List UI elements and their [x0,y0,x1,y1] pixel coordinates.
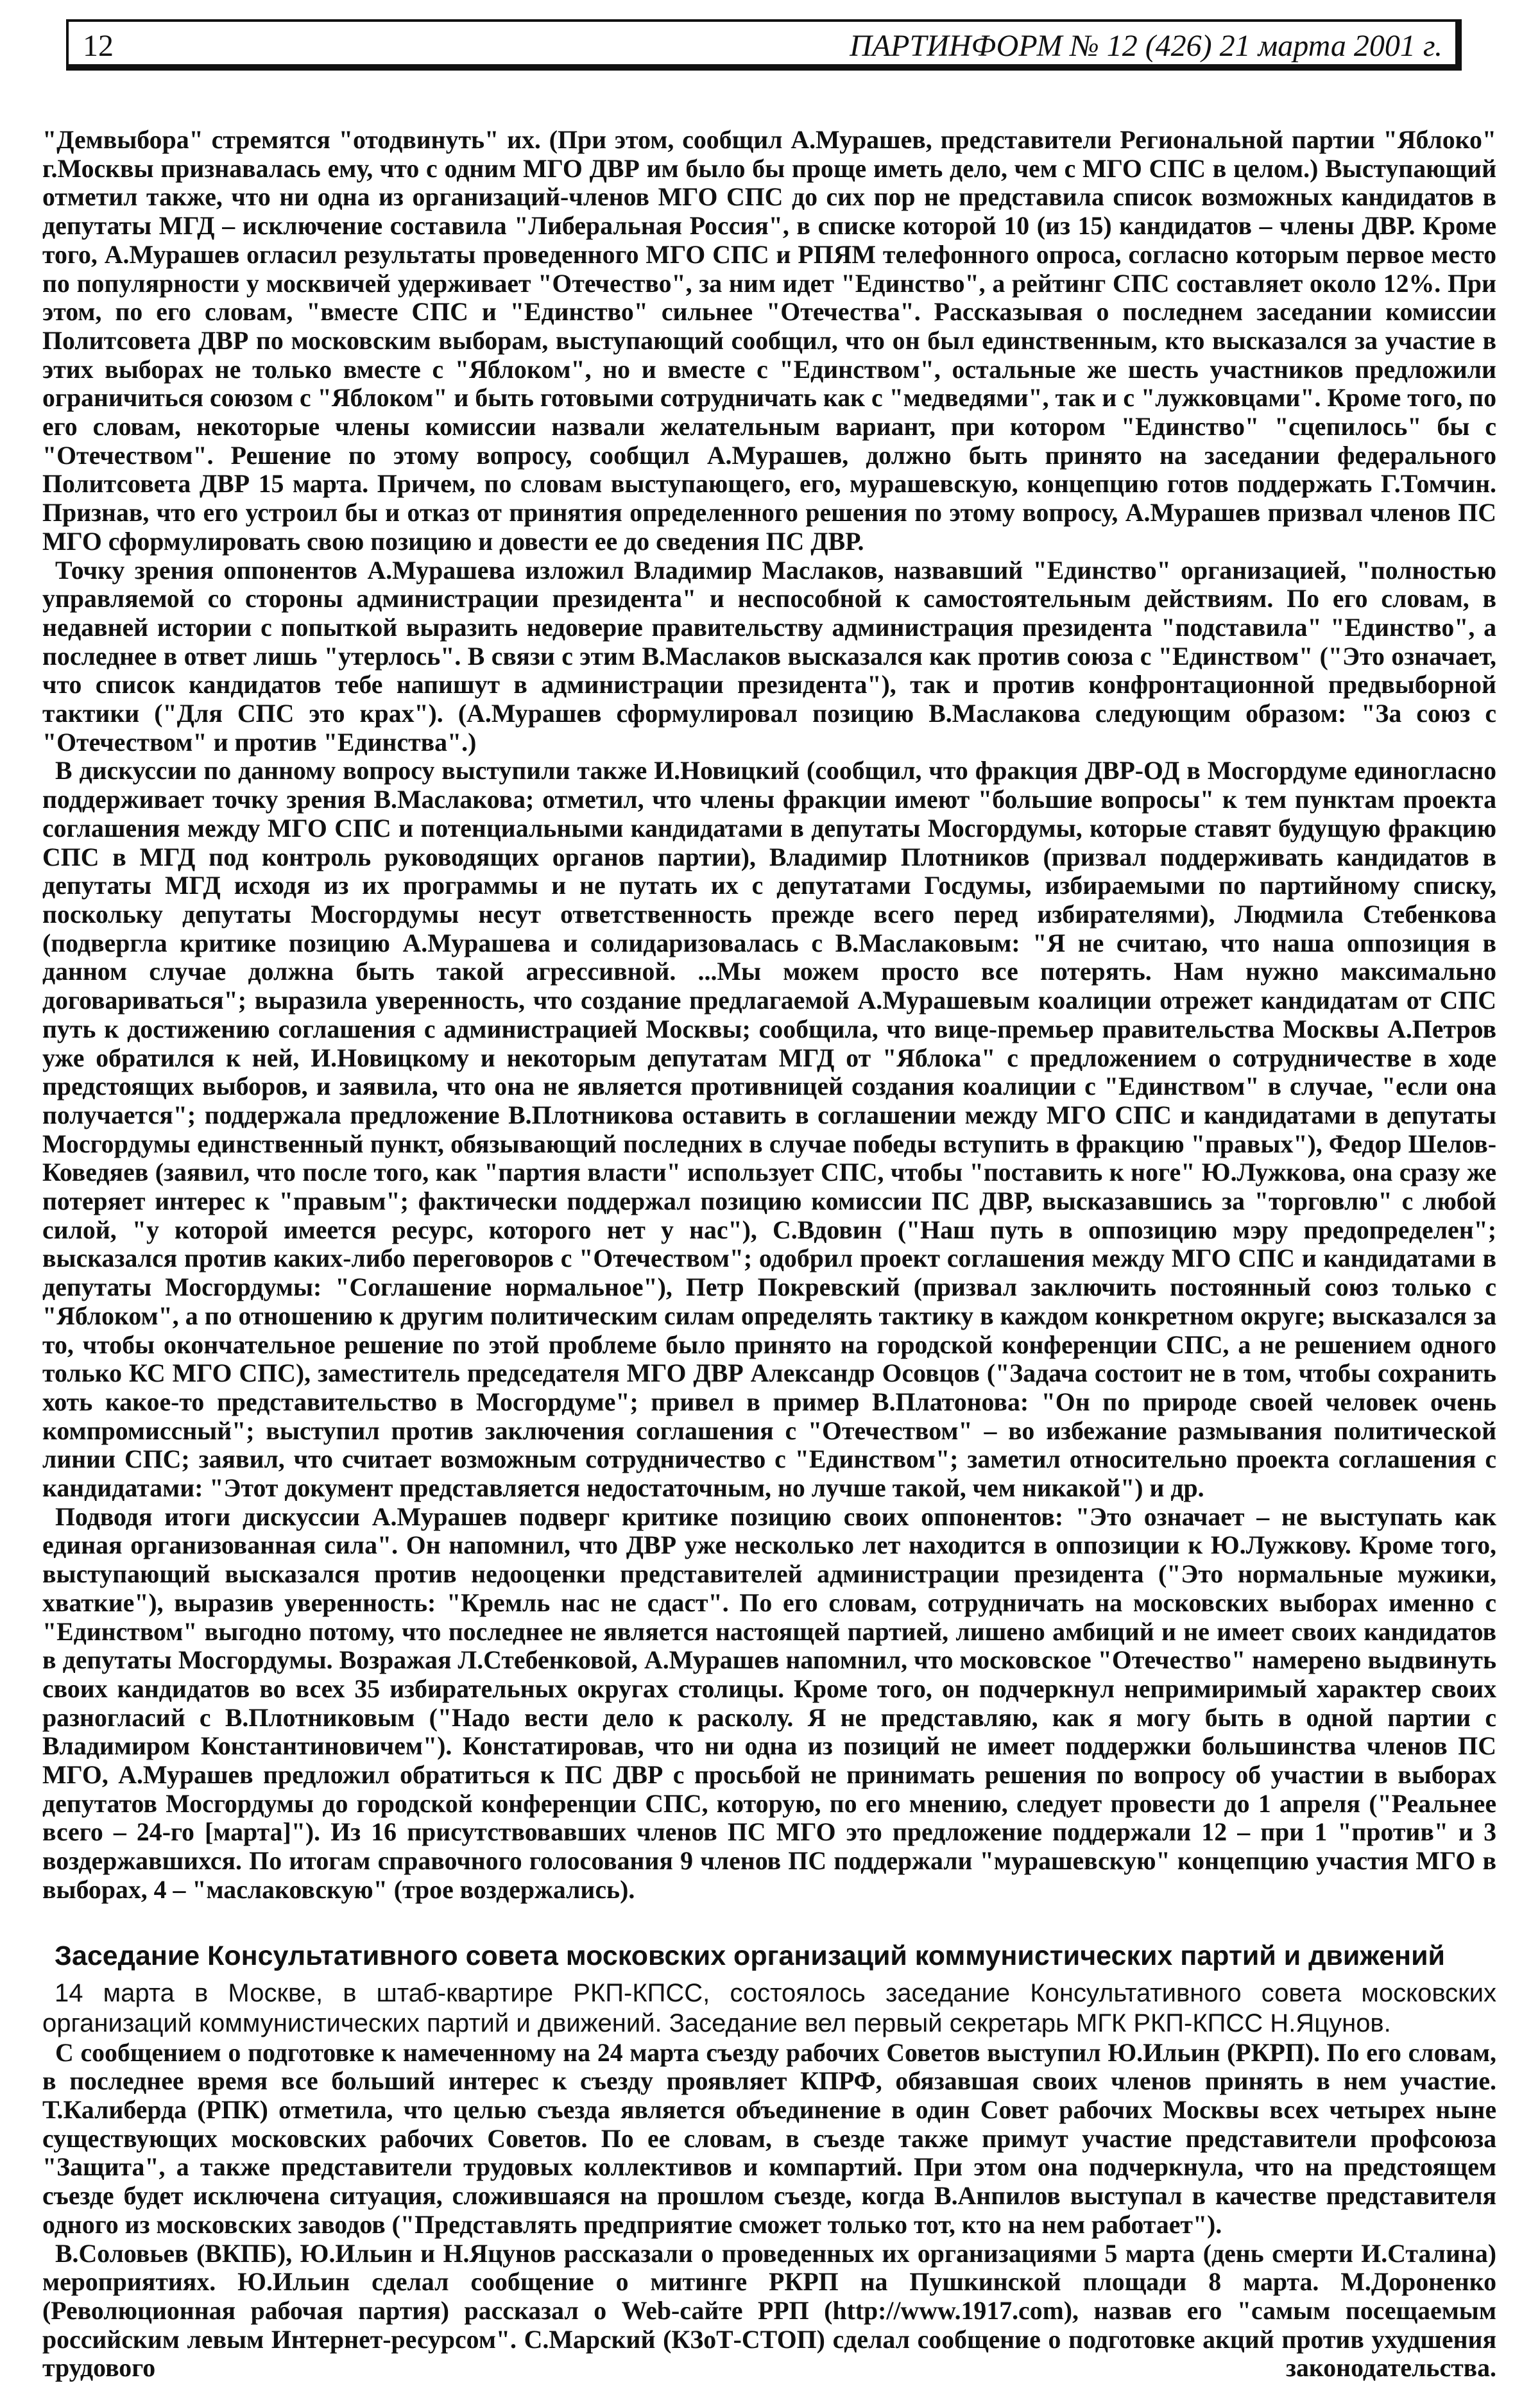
article-continuation [42,126,1496,1905]
article2-title: Заседание Консультативного совета московских организаций коммунистических партий и движений [55,1940,1445,1971]
publication-issue: ПАРТИНФОРМ № 12 (426) 21 марта 2001 г. [850,29,1442,63]
article1-paragraph-1: "Демвыбора" стремятся "отодвинуть" их. (При этом, сообщил А.Мурашев, представители Региональной партии "Яблоко" г.Москвы признавалась ему, что с одним МГО ДВР им было бы проще иметь дело, чем с МГО СПС в целом.) Выступающий отметил также, что ни одна из организаций-членов МГО СПС до сих пор не представила список возможных кандидатов в депутаты МГД – исключение составила "Либеральная Россия", в списке которой 10 (из 15) кандидатов – члены ДВР. Кроме того, А.Мурашев огласил результаты проведенного МГО СПС и РПЯМ телефонного опроса, согласно которым первое место по популярности у москвичей удерживает "Отечество", за ним идет "Единство", а рейтинг СПС составляет около 12%. При этом, по его словам, "вместе СПС и "Единство" сильнее "Отечества". Рассказывая о последнем заседании комиссии Политсовета ДВР по московским выборам, выступающий сообщил, что он был единственным, кто высказался за участие в этих выборах не только вместе с "Яблоком", но и вместе с "Единством", остальные же шесть участников предложили ограничиться союзом с "Яблоком" и быть готовыми сотрудничать как с "медведями", так и с "лужковцами". Кроме того, по его словам, некоторые члены комиссии назвали желательным вариант, при котором "Единство" "сцепилось" бы с "Отечеством". Решение по этому вопросу, сообщил А.Мурашев, должно быть принято на заседании федерального Политсовета ДВР 15 марта. Причем, по словам выступающего, его, мурашевскую, концепцию готов поддержать Г.Томчин. Признав, что его устроил бы и отказ от принятия определенного решения по этому вопросу, А.Мурашев призвал членов ПС МГО сформулировать свою позицию и довести ее до сведения ПС ДВР. [42,126,1496,556]
article2-paragraph-1: С сообщением о подготовке к намеченному на 24 марта съезду рабочих Советов выступил Ю.Ильин (РКРП). По его словам, в последнее время все больший интерес к съезду проявляет КПРФ, обязавшая своих членов принять в нем участие. Т.Калиберда (РПК) отметила, что целью съезда является объединение в один Совет рабочих Москвы всех четырех ныне существующих московских рабочих Советов. По ее словам, в съезде также примут участие представители профсоюза "Защита", а также представители трудовых коллективов и компартий. При этом она подчеркнула, что на предстоящем съезде будет исключена ситуация, сложившаяся на прошлом съезде, когда В.Анпилов выступал в качестве представителя одного из московских заводов ("Представлять предприятие сможет только тот, кто на нем работает"). [42,2038,1496,2239]
page-header [66,19,1462,71]
article1-paragraph-2: Точку зрения оппонентов А.Мурашева изложил Владимир Маслаков, назвавший "Единство" организацией, "полностью управляемой со стороны администрации президента" и неспособной к самостоятельным действиям. По его словам, в недавней истории с попыткой выразить недоверие правительству администрация президента "подставила" "Единство", а последнее в ответ лишь "утерлось". В связи с этим В.Маслаков высказался как против союза с "Единством" ("Это означает, что список кандидатов тебе напишут в администрации президента"), так и против конфронтационной предвыборной тактики ("Для СПС это крах"). (А.Мурашев сформулировал позицию В.Маслакова следующим образом: "За союз с "Отечеством" и против "Единства".) [42,556,1496,757]
article1-paragraph-4: Подводя итоги дискуссии А.Мурашев подверг критике позицию своих оппонентов: "Это означает – не выступать как единая организованная сила". Он напомнил, что ДВР уже несколько лет находится в оппозиции к Ю.Лужкову. Кроме того, выступающий высказался против недооценки представителей администрации президента ("Это нормальные мужики, хваткие"), выразив уверенность: "Кремль нас не сдаст". По его словам, сотрудничать на московских выборах именно с "Единством" выгодно потому, что последнее не является настоящей партией, лишено амбиций и не имеет своих кандидатов в депутаты Мосгордумы. Возражая Л.Стебенковой, А.Мурашев напомнил, что московское "Отечество" намерено выдвинуть своих кандидатов во всех 35 избирательных округах столицы. Кроме того, он подчеркнул непримиримый характер своих разногласий с В.Плотниковым ("Надо вести дело к расколу. Я не представляю, как я могу быть в одной партии с Владимиром Константиновичем"). Констатировав, что ни одна из позиций не имеет поддержки большинства членов ПС МГО, А.Мурашев предложил обратиться к ПС ДВР с просьбой не принимать решения по вопросу об участии в выборах депутатов Мосгордумы до городской конференции СПС, которую, по его мнению, следует провести до 1 апреля ("Реальнее всего – 24-го [марта]"). Из 16 присутствовавших членов ПС МГО это предложение поддержали 12 – при 1 "против" и 3 воздержавшихся. По итогам справочного голосования 9 членов ПС поддержали "мурашевскую" концепцию участия МГО в выборах, 4 – "маслаковскую" (трое воздержались). [42,1502,1496,1904]
page-number: 12 [83,29,114,63]
article2-paragraph-2: В.Соловьев (ВКПБ), Ю.Ильин и Н.Яцунов рассказали о проведенных их организациями 5 марта (день смерти И.Сталина) мероприятиях. Ю.Ильин сделал сообщение о митинге РКРП на Пушкинской площади 8 марта. М.Дороненко (Революционная рабочая партия) рассказал о Web-сайте РРП (http://www.1917.com), назвав его "самым посещаемым российским левым Интернет-ресурсом". С.Марский (КЗоТ-СТОП) сделал сообщение о подготовке акций против ухудшения трудового законодательства. [42,2239,1496,2382]
article1-paragraph-3: В дискуссии по данному вопросу выступили также И.Новицкий (сообщил, что фракция ДВР-ОД в Мосгордуме единогласно поддерживает точку зрения В.Маслакова; отметил, что члены фракции имеют "большие вопросы" к тем пунктам проекта соглашения между МГО СПС и потенциальными кандидатами в депутаты Мосгордумы, которые ставят будущую фракцию СПС в МГД под контроль руководящих органов партии), Владимир Плотников (призвал поддерживать кандидатов в депутаты МГД исходя из их программы и не путать их с депутатами Госдумы, избираемыми по партийному списку, поскольку депутаты Мосгордумы несут ответственность прежде всего перед избирателями), Людмила Стебенкова (подвергла критике позицию А.Мурашева и солидаризовалась с В.Маслаковым: "Я не считаю, что наша оппозиция в данном случае должна быть такой агрессивной. ...Мы можем просто все потерять. Нам нужно максимально договариваться"; выразила уверенность, что создание предлагаемой А.Мурашевым коалиции отрежет кандидатам от СПС путь к достижению соглашения с администрацией Москвы; сообщила, что вице-премьер правительства Москвы А.Петров уже обратился к ней, И.Новицкому и некоторым депутатам МГД от "Яблока" с предложением о сотрудничестве в ходе предстоящих выборов, и заявила, что она не является противницей создания коалиции с "Единством" в случае, "если она получается"; поддержала предложение В.Плотникова оставить в соглашении между МГО СПС и кандидатами в депутаты Мосгордумы единственный пункт, обязывающий последних в случае победы вступить в фракцию "правых"), Федор Шелов-Коведяев (заявил, что после того, как "партия власти" использует СПС, чтобы "поставить к ноге" Ю.Лужкова, она сразу же потеряет интерес к "правым"; фактически поддержал позицию комиссии ПС ДВР, высказавшись за "торговлю" с любой силой, "у которой имеется ресурс, которого нет у нас"), С.Вдовин ("Наш путь в оппозицию мэру предопределен"; высказался против каких-либо переговоров с "Отечеством"; одобрил проект соглашения между МГО СПС и кандидатами в депутаты Мосгордумы: "Соглашение нормальное"), Петр Покревский (призвал заключить постоянный союз только с "Яблоком", а по отношению к другим политическим силам определять тактику в каждом конкретном округе; высказался за то, чтобы окончательное решение по этой проблеме было принято на городской конференции СПС, а не решением одного только КС МГО СПС), заместитель председателя МГО ДВР Александр Осовцов ("Задача состоит не в том, чтобы сохранить хоть какое-то представительство в Мосгордуме"; привел в пример В.Платонова: "Он по природе своей человек очень компромиссный"; выступил против заключения соглашения с "Отечеством" – во избежание размывания политической линии СПС; заявил, что считает возможным сотрудничество с "Единством"; заметил относительно проекта соглашения с кандидатами: "Этот документ представляется недостаточным, но лучше такой, чем никакой") и др. [42,757,1496,1503]
article-consultative-council [42,1940,1496,2382]
page-content [42,126,1496,2382]
article2-lead: 14 марта в Москве, в штаб-квартире РКП-КПСС, состоялось заседание Консультативного совета московских организаций коммунистических партий и движений. Заседание вел первый секретарь МГК РКП-КПСС Н.Яцунов. [42,1978,1496,2037]
